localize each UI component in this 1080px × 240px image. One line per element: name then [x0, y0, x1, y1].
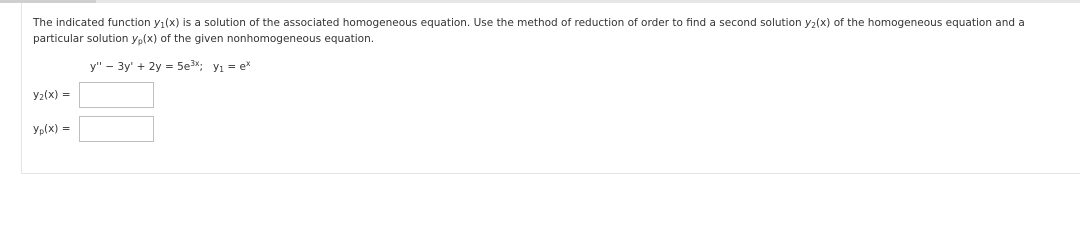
bottom-border: [21, 173, 1080, 174]
yp-answer-argument: (x) =: [43, 123, 71, 135]
equation-y1-exponent: x: [245, 59, 251, 68]
y1-argument: (x): [165, 17, 180, 29]
question-text-part4: of the given nonhomogeneous equation.: [157, 33, 375, 45]
differential-equation: [90, 59, 250, 75]
y2-answer-subscript: 2: [39, 93, 44, 102]
y2-answer-label: [33, 89, 79, 101]
question-text-part1: The indicated function: [33, 17, 155, 29]
yp-symbol: y: [131, 33, 139, 45]
yp-argument: (x): [142, 33, 158, 45]
equation-exponent: 3x: [190, 59, 200, 68]
question-text: [33, 15, 1073, 47]
answer-row-y2: [33, 81, 154, 109]
yp-answer-symbol: y: [33, 123, 40, 135]
left-border: [21, 3, 22, 173]
top-divider-accent: [0, 0, 96, 3]
y2-answer-input[interactable]: [79, 82, 154, 108]
top-divider: [0, 0, 1080, 3]
yp-answer-subscript: p: [39, 127, 44, 136]
question-text-part2: is a solution of the associated homogeneous equation. Use the method of reduction of order to find a second solution: [179, 17, 805, 29]
equation-separator: ;: [199, 61, 203, 73]
y2-answer-argument: (x) =: [44, 89, 71, 101]
equation-y1-symbol: y: [213, 61, 220, 73]
answer-row-yp: [33, 115, 154, 143]
y2-subscript: 2: [811, 21, 816, 30]
y2-argument: (x): [816, 17, 831, 29]
yp-answer-input[interactable]: [79, 116, 154, 142]
y2-answer-symbol: y: [33, 89, 40, 101]
equation-y1-subscript: 1: [219, 65, 224, 74]
equation-lhs: y'' − 3y' + 2y = 5e: [90, 61, 191, 73]
y1-symbol: y: [154, 17, 161, 29]
equation-y1-value: = e: [224, 61, 246, 73]
y2-symbol: y: [805, 17, 812, 29]
yp-subscript: p: [138, 37, 143, 46]
yp-answer-label: [33, 123, 79, 135]
y1-subscript: 1: [160, 21, 166, 30]
question-text-part3: of the homogeneous equation and a particular solution: [33, 17, 1025, 45]
